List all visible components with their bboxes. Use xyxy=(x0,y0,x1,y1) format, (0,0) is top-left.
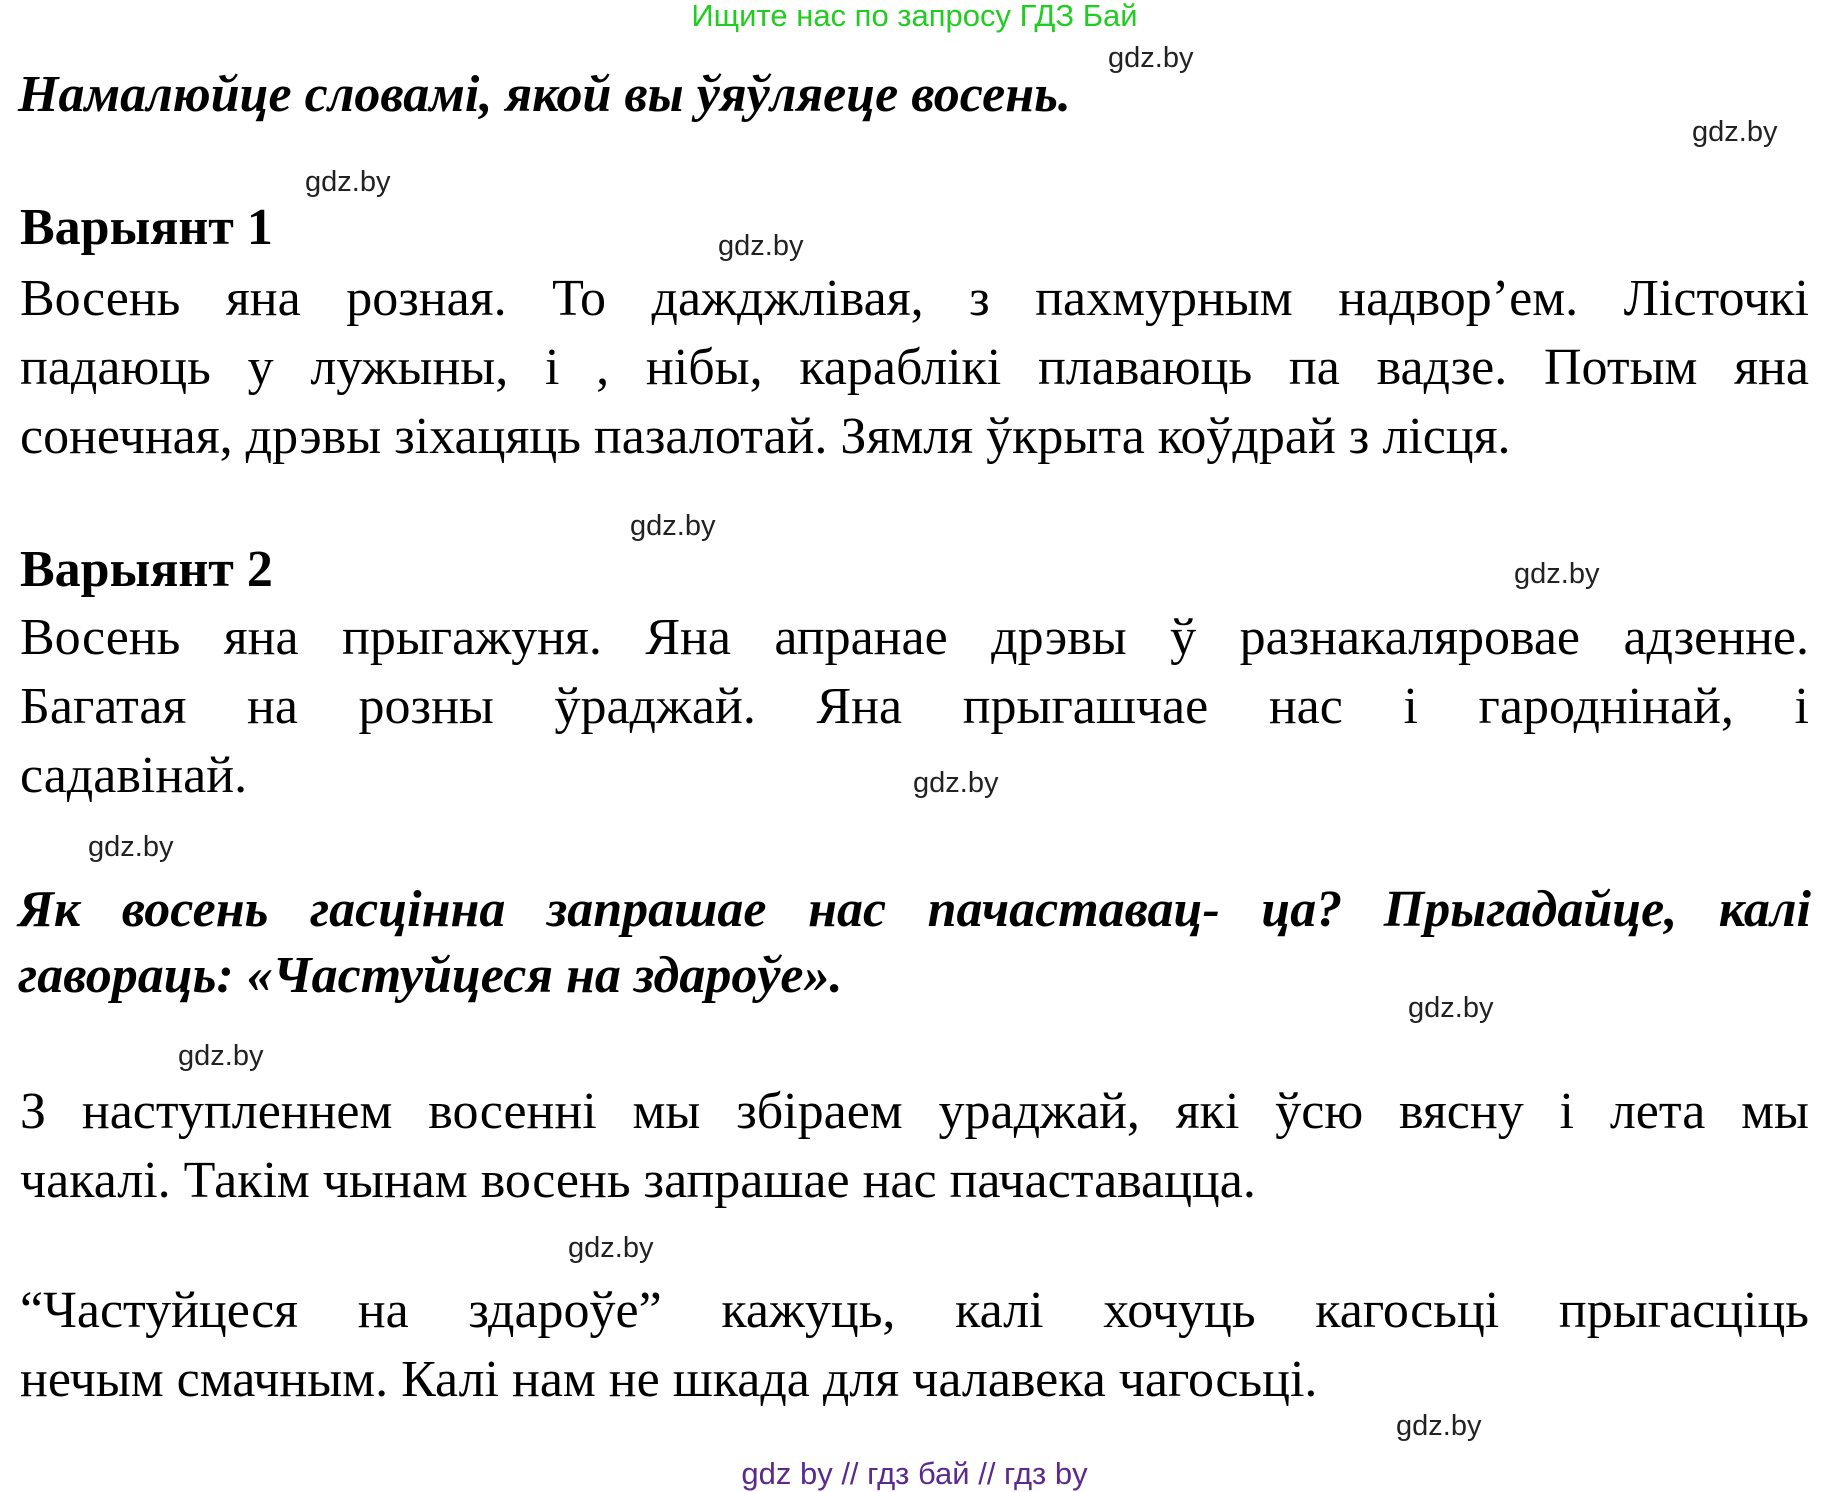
question-1: Намалюйце словамі, якой вы ўяўляеце восень. xyxy=(18,66,1071,123)
watermark: gdz.by xyxy=(1396,1410,1482,1442)
variant-1-paragraph xyxy=(20,264,1809,471)
watermark: gdz.by xyxy=(1514,558,1600,590)
answer-paragraph-1 xyxy=(20,1077,1809,1215)
watermark: gdz.by xyxy=(568,1232,654,1264)
watermark: gdz.by xyxy=(1108,42,1194,74)
top-banner: Ищите нас по запросу ГДЗ Бай xyxy=(691,0,1138,33)
text-line: Багатая на розны ўраджай. Яна прыгашчае нас і гароднінай, і xyxy=(20,678,1809,735)
text-line: З наступленнем восенні мы збіраем ураджай, які ўсю вясну і лета мы xyxy=(20,1083,1809,1140)
footer-links: gdz by // гдз бай // гдз by xyxy=(741,1456,1088,1491)
watermark: gdz.by xyxy=(1692,116,1778,148)
text-line: чакалі. Такім чынам восень запрашае нас пачаставацца. xyxy=(20,1152,1256,1209)
text-line: Восень яна розная. То дажджлівая, з пахмурным надвор’ем. Лісточкі xyxy=(20,270,1809,327)
watermark: gdz.by xyxy=(630,510,716,542)
watermark: gdz.by xyxy=(718,230,804,262)
text-line: садавінай. xyxy=(20,747,248,804)
variant-2-paragraph xyxy=(20,603,1809,810)
text-line: падаюць у лужыны, і , нібы, караблікі плаваюць па вадзе. Потым яна xyxy=(20,339,1809,396)
text-line: сонечная, дрэвы зіхацяць пазалотай. Зямля ўкрыта коўдрай з лісця. xyxy=(20,408,1511,465)
watermark: gdz.by xyxy=(178,1040,264,1072)
watermark: gdz.by xyxy=(305,166,391,198)
text-line: Восень яна прыгажуня. Яна апранае дрэвы ў разнакаляровае адзенне. xyxy=(20,609,1809,666)
answer-paragraph-2 xyxy=(20,1276,1809,1414)
question-line: Як восень гасцінна запрашае нас пачаставац- ца? Прыгадайце, калі xyxy=(18,881,1811,938)
variant-2-heading: Варыянт 2 xyxy=(20,541,273,598)
watermark: gdz.by xyxy=(913,767,999,799)
question-2 xyxy=(18,877,1811,1009)
text-line: “Частуйцеся на здароўе” кажуць, калі хочуць кагосьці прыгасціць xyxy=(20,1282,1809,1339)
watermark: gdz.by xyxy=(1408,992,1494,1024)
variant-1-heading: Варыянт 1 xyxy=(20,199,273,256)
watermark: gdz.by xyxy=(88,831,174,863)
question-line: гавораць: «Частуйцеся на здароўе». xyxy=(18,947,843,1004)
text-line: нечым смачным. Калі нам не шкада для чалавека чагосьці. xyxy=(20,1351,1318,1408)
